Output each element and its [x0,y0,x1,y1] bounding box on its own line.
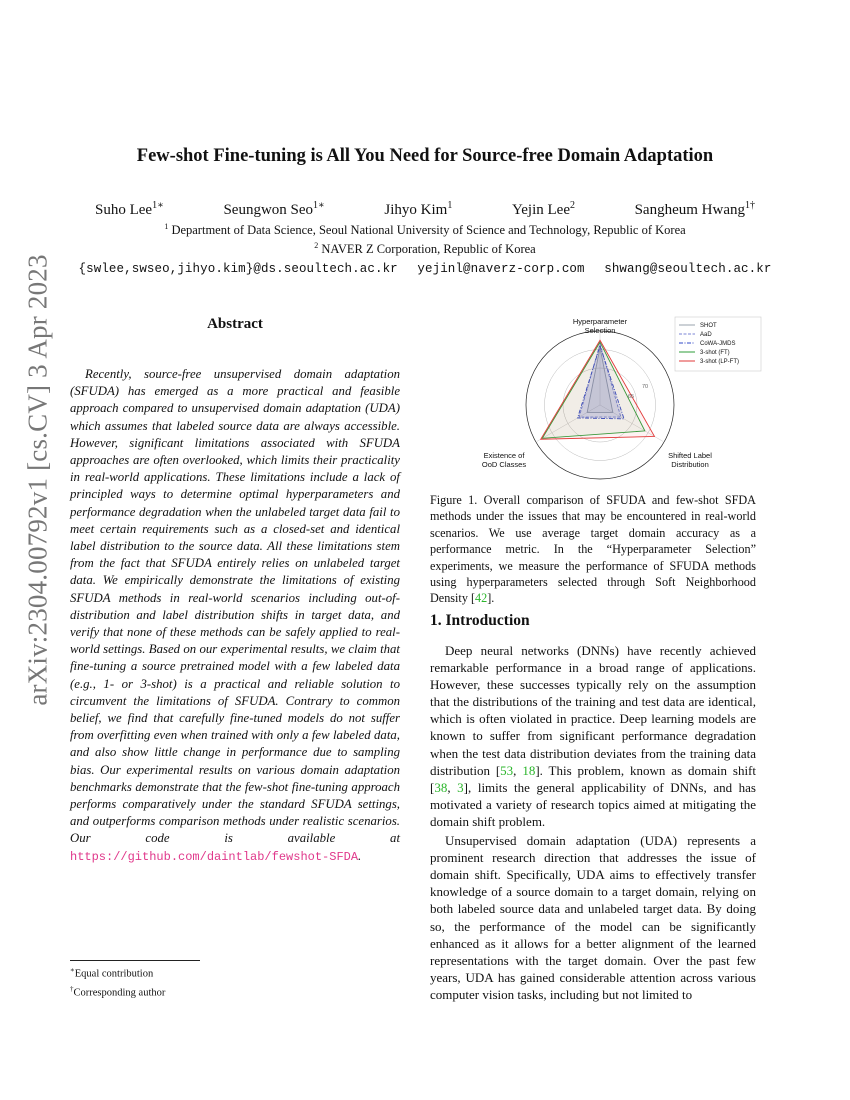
citation-link[interactable]: 3 [457,779,464,795]
footnote-rule [70,960,200,961]
radar-chart [470,310,770,480]
abstract-heading: Abstract [207,316,263,332]
legend-label: 3-shot (FT) [700,350,730,356]
email: shwang@seoultech.ac.kr [604,262,772,276]
author: Jihyo Kim$^1$ [384,200,453,218]
citation-link[interactable]: 38 [434,779,448,795]
legend-label: 3-shot (LP-FT) [700,359,740,365]
author: Seungwon Seo$^{1∗}$ [223,200,325,218]
paragraph: Deep neural networks (DNNs) have recently achieved remarkable performance in a broad range of applications. However, these successes typically rely on the assumption that the distributions of the training and test data are identical, which is often violated in practice. Deep learning models are known to suffer from significant performance degradation when the test data distribution deviates from the training data distribution [53, 18]. This problem, known as domain shift [38, 3], limits the general applicability of DNNs, and has motivated a variety of research topics aimed at mitigating the domain shift problem. [430,643,756,829]
axis-label-top: Hyperparameter Selection [572,317,628,335]
legend-label: SHOT [700,323,717,329]
citation-link[interactable]: 53 [500,762,514,778]
introduction-body [430,642,756,1005]
citation-link[interactable]: 18 [522,762,536,778]
legend-label: AaD [700,332,712,338]
email-list [60,262,790,276]
author: Yejin Lee$^2$ [511,200,575,218]
author: Sangheum Hwang$^{1\dagger}$ [634,200,755,218]
axis-label-right: Shifted Label Distribution [668,451,712,469]
arxiv-id: arXiv:2304.00792v1 [cs.CV] 3 Apr 2023 [22,254,53,706]
radar-series-3-shot-lp-ft- [541,340,655,439]
tick-label: 70 [642,384,649,390]
email: {swlee,swseo,jihyo.kim}@ds.seoultech.ac.kr [78,262,398,276]
code-link[interactable]: https://github.com/daintlab/fewshot-SFDA [70,849,359,864]
footnote: †Corresponding author [70,984,166,998]
author-list [95,200,755,219]
abstract-body: Recently, source-free unsupervised domain adaptation (SFUDA) has emerged as a more practical and feasible approach compared to unsupervised domain adaptation (UDA) which assumes that labeled source data are always accessible. However, significant limitations associated with SFUDA approaches are often overlooked, which limits their practicality in real-world applications. These limitations include a lack of principled ways to determine optimal hyperparameters and performance degradation when the unlabeled target data fail to meet certain requirements such as a closed-set and identical label distribution to the source data. All these limitations stem from the fact that SFUDA entirely relies on unlabeled target data. We empirically demonstrate the limitations of existing SFUDA methods in real-world scenarios including out-of-distribution and label distribution shifts in target data, and verify that none of these methods can be safely applied to real-world settings. Based on our experimental results, we claim that fine-tuning a source pretrained model with a few labeled data (e.g., 1- or 3-shot) is a practical and reliable solution to circumvent the limitations of SFUDA. Contrary to common belief, we find that carefully fine-tuned models do not suffer from overfitting even when trained with only a few labeled data, and also show little change in performance due to sampling bias. Our experimental results on various domain adaptation benchmarks demonstrate that the few-shot fine-tuning approach performs comparatively under the standard SFUDA settings, and outperforms comparison methods under realistic scenarios. Our code is available at https://github.com/daintlab/fewshot-SFDA. [70,367,400,864]
paper-title: Few-shot Fine-tuning is All You Need for Source-free Domain Adaptation [136,146,714,166]
tick-label: 65 [628,394,635,400]
figure-caption: Figure 1. Overall comparison of SFUDA and few-shot SFDA methods under the issues that may be encountered in real-world scenarios. We use average target domain accuracy as a performance metric. In the “Hyperparameter Selection” experiments, we measure the performance of SFUDA methods using hyperparameters selected through Soft Neighborhood Density [42]. [430,493,756,606]
footnotes [70,963,165,1000]
affiliation-2: $^2$ NAVER Z Corporation, Republic of Korea [314,241,536,257]
affiliation-1: $^1$ Department of Data Science, Seoul National University of Science and Technology, Republic of Korea [164,222,686,238]
section-heading: 1. Introduction [430,612,530,629]
legend-label: CoWA-JMDS [700,341,736,347]
paragraph: Unsupervised domain adaptation (UDA) represents a prominent research direction that addresses the issue of domain shift. Specifically, UDA aims to effectively transfer knowledge of a source domain to a target domain, relying on both labeled source data and unlabeled target data. By doing so, the performance of the model can be significantly enhanced as it allows for a better alignment of the learned representations with the target domain. Over the past few years, UDA has gained considerable attention across various computer vision tasks, including but not limited to [430,833,756,1002]
citation-link[interactable]: 42 [475,591,488,606]
author: Suho Lee$^{1∗}$ [95,200,164,218]
axis-label-left: Existence of OoD Classes [481,451,527,469]
arxiv-stamp [18,254,58,706]
footnote: ∗Equal contribution [70,966,154,980]
email: yejinl@naverz-corp.com [417,262,585,276]
